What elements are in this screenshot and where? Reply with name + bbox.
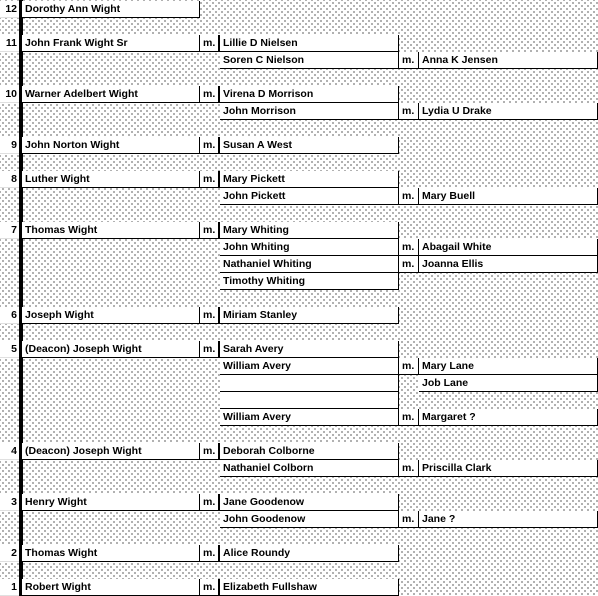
spouse-name: Miriam Stanley: [220, 307, 399, 324]
married-label: m.: [399, 358, 419, 375]
person-name: Dorothy Ann Wight: [22, 1, 200, 18]
parent-name: William Avery: [220, 358, 399, 375]
married-label: m.: [200, 494, 220, 511]
married-label: m.: [200, 443, 220, 460]
married-label: m.: [200, 35, 220, 52]
spouse-name: Lillie D Nielsen: [220, 35, 399, 52]
spouse-name: Deborah Colborne: [220, 443, 399, 460]
parent-name: Job Lane: [419, 375, 598, 392]
parent-spouse-name: Abagail White: [419, 239, 598, 256]
parent-name: John Morrison: [220, 103, 399, 120]
parent-spouse-name: Margaret ?: [419, 409, 598, 426]
blank-cell: [220, 392, 399, 409]
married-label: m.: [200, 86, 220, 103]
married-label: m.: [200, 579, 220, 596]
person-name: Joseph Wight: [22, 307, 200, 324]
married-label: m.: [399, 52, 419, 69]
parent-name: Timothy Whiting: [220, 273, 399, 290]
generation-number: 9: [0, 137, 19, 154]
parent-spouse-name: Lydia U Drake: [419, 103, 598, 120]
spouse-name: Virena D Morrison: [220, 86, 399, 103]
spouse-name: Sarah Avery: [220, 341, 399, 358]
married-label: m.: [399, 460, 419, 477]
parent-name: John Goodenow: [220, 511, 399, 528]
married-label: m.: [200, 137, 220, 154]
generation-number: 8: [0, 171, 19, 188]
person-name: John Norton Wight: [22, 137, 200, 154]
parent-spouse-name: Joanna Ellis: [419, 256, 598, 273]
married-label: m.: [399, 511, 419, 528]
generation-number: 1: [0, 579, 19, 596]
spouse-name: Alice Roundy: [220, 545, 399, 562]
person-name: Henry Wight: [22, 494, 200, 511]
blank-cell: [220, 375, 399, 392]
parent-name: John Whiting: [220, 239, 399, 256]
generation-number: 2: [0, 545, 19, 562]
parent-name: William Avery: [220, 409, 399, 426]
spouse-name: Mary Pickett: [220, 171, 399, 188]
spouse-name: Susan A West: [220, 137, 399, 154]
married-label: m.: [399, 103, 419, 120]
parent-name: Soren C Nielson: [220, 52, 399, 69]
parent-spouse-name: Priscilla Clark: [419, 460, 598, 477]
person-name: Robert Wight: [22, 579, 200, 596]
parent-spouse-name: Mary Buell: [419, 188, 598, 205]
person-name: John Frank Wight Sr: [22, 35, 200, 52]
person-name: (Deacon) Joseph Wight: [22, 341, 200, 358]
married-label: m.: [200, 341, 220, 358]
married-label: m.: [200, 307, 220, 324]
parent-spouse-name: Anna K Jensen: [419, 52, 598, 69]
married-label: m.: [399, 239, 419, 256]
generation-number: 4: [0, 443, 19, 460]
spouse-name: Mary Whiting: [220, 222, 399, 239]
parent-name: John Pickett: [220, 188, 399, 205]
parent-spouse-name: Jane ?: [419, 511, 598, 528]
generation-number: 10: [0, 86, 19, 103]
married-label: m.: [200, 222, 220, 239]
parent-name: Nathaniel Whiting: [220, 256, 399, 273]
generation-number: 7: [0, 222, 19, 239]
married-label: m.: [399, 188, 419, 205]
generation-number: 6: [0, 307, 19, 324]
parent-name: Nathaniel Colborn: [220, 460, 399, 477]
married-label: m.: [200, 545, 220, 562]
spouse-name: Jane Goodenow: [220, 494, 399, 511]
person-name: (Deacon) Joseph Wight: [22, 443, 200, 460]
married-label: m.: [399, 256, 419, 273]
married-label: m.: [399, 409, 419, 426]
married-label: m.: [200, 171, 220, 188]
generation-number: 12: [0, 1, 19, 18]
person-name: Warner Adelbert Wight: [22, 86, 200, 103]
generation-number: 5: [0, 341, 19, 358]
spouse-name: Elizabeth Fullshaw: [220, 579, 399, 596]
parent-spouse-name: Mary Lane: [419, 358, 598, 375]
generation-number: 11: [0, 35, 19, 52]
person-name: Thomas Wight: [22, 545, 200, 562]
person-name: Thomas Wight: [22, 222, 200, 239]
generation-number: 3: [0, 494, 19, 511]
person-name: Luther Wight: [22, 171, 200, 188]
